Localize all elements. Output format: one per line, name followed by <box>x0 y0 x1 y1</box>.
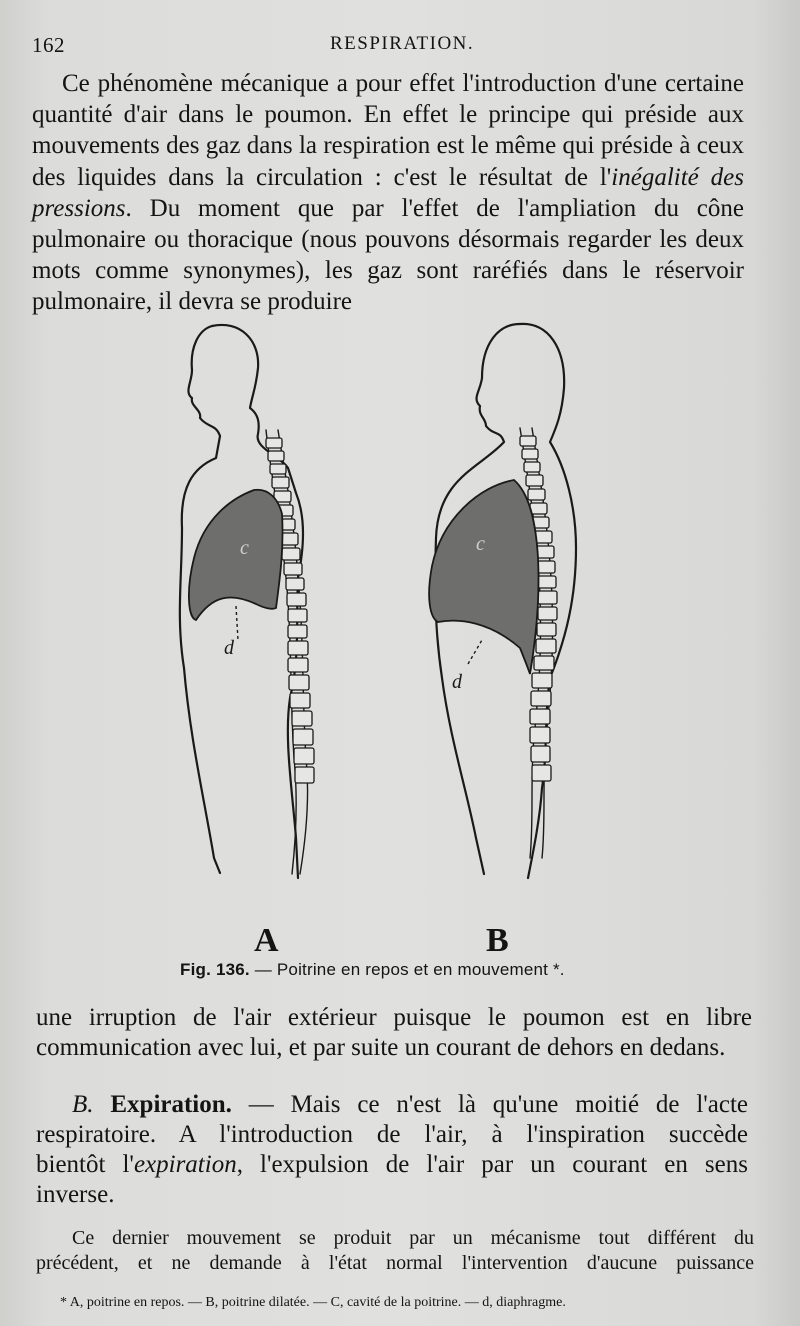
figure-caption-text: — Poitrine en repos et en mouvement *. <box>249 960 565 979</box>
expiration-line4: inverse. <box>36 1181 115 1208</box>
paragraph-1-italic: inégalité des pressions <box>32 163 744 222</box>
figure-b-letter-d: d <box>452 671 462 693</box>
paragraph-expiration-line1 <box>72 1090 748 1120</box>
running-head: RESPIRATION. <box>330 33 475 54</box>
figure-a-lung-cavity <box>189 490 283 620</box>
figure-number: Fig. 136. <box>180 960 250 979</box>
figure-a-letter-d: d <box>224 637 234 659</box>
expiration-italic: expiration <box>133 1151 237 1178</box>
figure-a-letter-c: c <box>240 537 249 559</box>
figure-label-a: A <box>254 922 279 959</box>
figure-a-diaphragm-line <box>236 606 238 640</box>
figure-b-diaphragm-line <box>468 640 482 664</box>
expiration-line2: respiratoire. A l'introduction de l'air, à l'inspiration succède <box>36 1121 748 1148</box>
paragraph-mechanism-line1: Ce dernier mouvement se produit par un mécanisme tout différent du <box>72 1227 754 1249</box>
paragraph-expiration-body <box>36 1120 748 1210</box>
paragraph-1-text-b: . Du moment que par l'effet de l'ampliation du cône pulmonaire ou thoracique (nous pouvons désormais regarder les deux mots comme synonymes), les gaz sont raréfiés dans le réservoir pulmonaire, il devra se produire <box>32 194 744 316</box>
paragraph-mechanism-line2: précédent, et ne demande à l'état normal l'intervention d'aucune puissance <box>36 1252 754 1274</box>
paragraph-irruption: une irruption de l'air extérieur puisque le poumon est en libre communication avec lui, et par suite un courant de dehors en dedans. <box>36 1004 752 1061</box>
section-heading-expiration: Expiration. <box>110 1091 232 1118</box>
paragraph-inspiration <box>32 68 744 318</box>
figure-a-vertebrae <box>266 438 314 783</box>
figure-caption <box>180 960 680 980</box>
expiration-line3-b: , l'expulsion de l'air par un courant en sens <box>236 1151 748 1178</box>
section-letter-b: B. <box>72 1091 94 1118</box>
figure-136-illustration <box>120 318 640 958</box>
figure-b-letter-c: c <box>476 533 485 555</box>
page-number: 162 <box>32 33 65 57</box>
expiration-line3-a: bientôt l' <box>36 1151 134 1178</box>
figure-b-lung-cavity <box>429 480 538 674</box>
expiration-line1-rest: — Mais ce n'est là qu'une moitié de l'acte <box>231 1091 749 1118</box>
figure-label-b: B <box>486 922 509 959</box>
expiration-line3 <box>36 1150 748 1180</box>
figure-footnote: * A, poitrine en repos. — B, poitrine dilatée. — C, cavité de la poitrine. — d, diaphragme. <box>60 1295 566 1310</box>
paragraph-1-text-a: Ce phénomène mécanique a pour effet l'introduction d'une certaine quantité d'air dans le poumon. En effet le principe qui préside aux mouvements des gaz dans la respiration est le même qui préside à ceux des liquides dans la circulation : c'est le résultat de l' <box>32 70 744 191</box>
page-header <box>32 33 740 57</box>
